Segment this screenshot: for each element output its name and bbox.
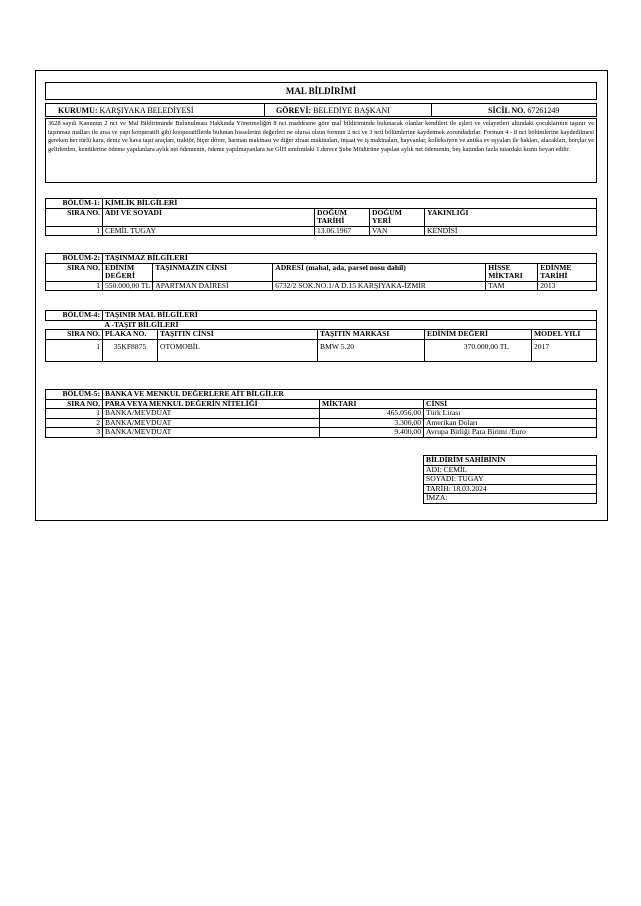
section5-table	[45, 389, 597, 438]
header-row	[45, 103, 597, 117]
column-header: DOĞUM YERİ	[370, 208, 425, 226]
section4-table	[45, 310, 597, 362]
column-header: MODEL YILI	[532, 330, 597, 340]
table-cell: Amerikan Doları	[424, 418, 597, 428]
table-row	[46, 428, 597, 438]
table-row	[46, 409, 597, 419]
section2-label: BÖLÜM-2:	[46, 254, 103, 264]
table-cell: 1	[46, 281, 103, 291]
table-row	[46, 339, 597, 361]
table-cell: KENDİSİ	[425, 226, 597, 236]
table-cell: CEMİL TUGAY	[103, 226, 315, 236]
section5-title: BANKA VE MENKUL DEĞERLERE AİT BİLGİLER	[103, 390, 597, 400]
column-header: TAŞITIN CİNSİ	[158, 330, 318, 340]
column-header: YAKINLIĞI	[425, 208, 597, 226]
section4-title: TAŞINIR MAL BİLGİLERİ	[103, 311, 597, 321]
section1-title: KİMLİK BİLGİLERİ	[103, 199, 597, 209]
table-cell: 2013	[538, 281, 597, 291]
table-cell: 13.06.1967	[315, 226, 370, 236]
section2-table	[45, 253, 597, 291]
column-header: CİNSİ	[424, 399, 597, 409]
section1-table	[45, 198, 597, 236]
gorev-field	[276, 104, 426, 117]
table-cell: 550.000,00 TL	[103, 281, 153, 291]
section4-header-row	[46, 330, 597, 340]
table-cell: BANKA/MEVDUAT	[103, 409, 320, 419]
table-cell: 9.400,00	[320, 428, 424, 438]
sicil-field	[488, 104, 598, 117]
table-row	[46, 281, 597, 291]
table-cell: 6732/2 SOK.NO.1/A D.15 KARŞIYAKA-İZMİR	[273, 281, 486, 291]
signature-title: BİLDİRİM SAHİBİNİN	[424, 456, 597, 466]
table-cell: VAN	[370, 226, 425, 236]
column-header: EDİNİM DEĞERİ	[103, 263, 153, 281]
table-row	[46, 226, 597, 236]
section1-label: BÖLÜM-1:	[46, 199, 103, 209]
signature-line: ADI: CEMİL	[424, 465, 597, 475]
column-header: EDİNME TARİHİ	[538, 263, 597, 281]
table-cell: BMW 5.20	[318, 339, 425, 361]
table-cell: 3	[46, 428, 103, 438]
column-header: PLAKA NO.	[103, 330, 158, 340]
column-header: EDİNİM DEĞERİ	[425, 330, 532, 340]
table-cell: Türk Lirası	[424, 409, 597, 419]
sicil-value: 67261249	[527, 106, 560, 115]
section1-header-row	[46, 208, 597, 226]
column-header: TAŞITIN MARKASI	[318, 330, 425, 340]
column-header: PARA VEYA MENKUL DEĞERİN NİTELİĞİ	[103, 399, 320, 409]
section2-header-row	[46, 263, 597, 281]
table-cell: BANKA/MEVDUAT	[103, 418, 320, 428]
table-cell: 1	[46, 339, 103, 361]
column-header: ADI VE SOYADI	[103, 208, 315, 226]
column-header: SIRA NO.	[46, 208, 103, 226]
section2-title: TAŞINMAZ BİLGİLERİ	[103, 254, 597, 264]
table-cell: OTOMOBİL	[158, 339, 318, 361]
table-cell: 1	[46, 409, 103, 419]
header-divider-1	[264, 104, 266, 117]
signature-line: SOYADI: TUGAY	[424, 475, 597, 485]
gorev-value: BELEDİYE BAŞKANI	[313, 106, 390, 115]
table-cell: 2017	[532, 339, 597, 361]
column-header: SIRA NO.	[46, 263, 103, 281]
table-cell: BANKA/MEVDUAT	[103, 428, 320, 438]
legal-note: 3628 sayılı Kanunun 2 nci ve Mal Bildiriminde Bulunulması Hakkında Yönetmeliğin 8 nci maddesine göre mal bildiriminde bulunacak olanlar kendileri ile eşleri ve velayetleri altındaki çocuklarının taşınır ve taşınmaz malları ile arsa ve yapı kooperatifi gibi kooperatiflerde bulunan hisselerini değerleri ne olursa olsun formun 2 nci ve 3 ncü bölümlerine kaydetmek zorundadırlar. Formun 4 - 8 nci bölümlerine kaydedilmesi gereken her türlü kara, deniz ve hava taşıt araçları, traktör, biçer döver, harman makinası ve diğer ziraat makinaları, inşaat ve iş makinaları, hayvanlar, kolleksiyon ve antika ev eşyaları ile hakları, alacakları, borçlar ve gelirlerden, kendilerine ödeme yapılanlara aylık net ödemenin, ödeme yapılmayanlara ise GİH sınıfındaki 1.derece Şube Müdürüne yapılan aylık net ödemenin, beş katından fazla tutardaki kısmı beyan edilir.	[45, 118, 597, 183]
table-cell: TAM	[486, 281, 538, 291]
gorev-label: GÖREVİ:	[276, 106, 312, 115]
table-cell: Avrupa Birliği Para Birimi /Euro	[424, 428, 597, 438]
header-divider-2	[431, 104, 433, 117]
section4-label: BÖLÜM-4:	[46, 311, 103, 321]
table-cell: 3.300,00	[320, 418, 424, 428]
column-header: MİKTARI	[320, 399, 424, 409]
kurum-label: KURUMU:	[58, 106, 98, 115]
table-cell: 35KF8875	[103, 339, 158, 361]
sicil-label: SİCİL NO.	[488, 106, 526, 115]
column-header: SIRA NO.	[46, 399, 103, 409]
column-header: DOĞUM TARİHİ	[315, 208, 370, 226]
column-header: SIRA NO.	[46, 330, 103, 340]
kurum-value: KARŞIYAKA BELEDİYESİ	[99, 106, 194, 115]
table-cell: APARTMAN DAİRESİ	[153, 281, 273, 291]
signature-block	[423, 455, 597, 504]
signature-line: TARİH: 18.03.2024	[424, 484, 597, 494]
column-header: TAŞINMAZIN CİNSİ	[153, 263, 273, 281]
table-cell: 465.056,00	[320, 409, 424, 419]
column-header: HİSSE MİKTARI	[486, 263, 538, 281]
section4-subtitle: A -TAŞIT BİLGİLERİ	[103, 320, 597, 330]
table-cell: 1	[46, 226, 103, 236]
column-header: ADRESİ (mahal, ada, parsel nosu dahil)	[273, 263, 486, 281]
section5-label: BÖLÜM-5:	[46, 390, 103, 400]
table-cell: 370.000,00 TL	[425, 339, 532, 361]
document-title: MAL BİLDİRİMİ	[45, 82, 597, 100]
kurum-field	[58, 104, 228, 117]
signature-line: İMZA:	[424, 494, 597, 504]
table-cell: 2	[46, 418, 103, 428]
